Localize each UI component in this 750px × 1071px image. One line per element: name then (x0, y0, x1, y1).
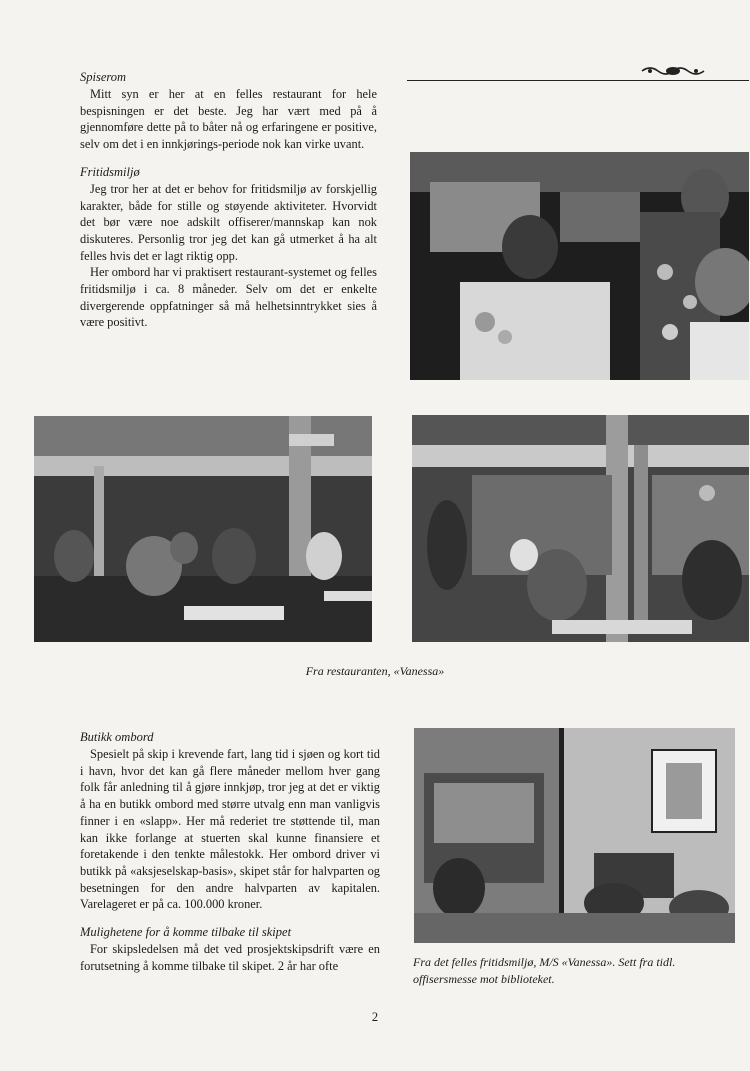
paragraph-spiserom: Mitt syn er her at en felles restaurant for hele bespisningen er det beste. Jeg har vært med på å gjennomføre dette på to båter nå og erfaringene er positive, selv om det i en innkjørings-periode nok kan virke uvant. (80, 87, 377, 152)
caption-restaurant: Fra restauranten, «Vanessa» (305, 664, 445, 678)
heading-muligheter: Mulighetene for å komme tilbake til skipet (80, 925, 292, 940)
caption-fritidsmiljo (413, 954, 738, 988)
page-number: 2 (371, 1010, 379, 1024)
heading-butikk: Butikk ombord (80, 730, 154, 744)
photo-restaurant-closeup (410, 152, 749, 380)
heading-spiserom: Spiserom (80, 70, 127, 84)
caption-fritidsmiljo-line2: offisersmesse mot biblioteket. (413, 972, 555, 986)
text-column-bottom (80, 730, 380, 974)
caption-fritidsmiljo-line1: Fra det felles fritidsmiljø, M/S «Vanessa». Sett fra tidl. (413, 955, 676, 969)
paragraph-fritidsmiljo-1: Jeg tror her at det er behov for fritidsmiljø av forskjellig karakter, både for stille og støyende aktiviteter. Hvorvidt det bør være noe adskilt offiserer/mannskap kan nok diskuteres. Personlig tror jeg det kan gå utmerket å ha alt felles hvis det er lagt riktig opp. (80, 181, 377, 263)
photo-restaurant-wide-left (34, 416, 372, 642)
text-column-top (80, 70, 377, 331)
photo-restaurant-wide-right (412, 415, 749, 642)
heading-fritidsmiljo: Fritidsmiljø (80, 164, 140, 179)
paragraph-muligheter: For skipsledelsen må det ved prosjektskipsdrift være en forutsetning å komme tilbake til skipet. 2 år har ofte (80, 942, 380, 973)
paragraph-fritidsmiljo-2: Her ombord har vi praktisert restaurant-systemet og felles fritidsmiljø i ca. 8 måneder. Selv om det er enkelte divergerende oppfatninger så må helhetsinntrykket sies å være positivt. (80, 265, 377, 330)
ornament-icon (640, 64, 706, 78)
header-rule (407, 80, 749, 81)
photo-fritidsmiljo (414, 728, 735, 943)
paragraph-butikk: Spesielt på skip i krevende fart, lang tid i sjøen og kort tid i havn, hvor det kan gå flere måneder mellom hver gang folk får anledning til å gjøre innkjøp, tror jeg at det er viktig å ha en butikk ombord med større utvalg enn man vanligvis finner i en «slapp». Her må rederiet tre støttende til, man kan ikke forlange at stuerten skal kunne finansiere et foretakende i den tenkte målestokk. Her ombord driver vi butikk på «aksjeselskap-basis», skipet står for halvparten og besetningen for den andre halvparten av kapitalen. Varelageret er på ca. 100.000 kroner. (80, 747, 380, 912)
